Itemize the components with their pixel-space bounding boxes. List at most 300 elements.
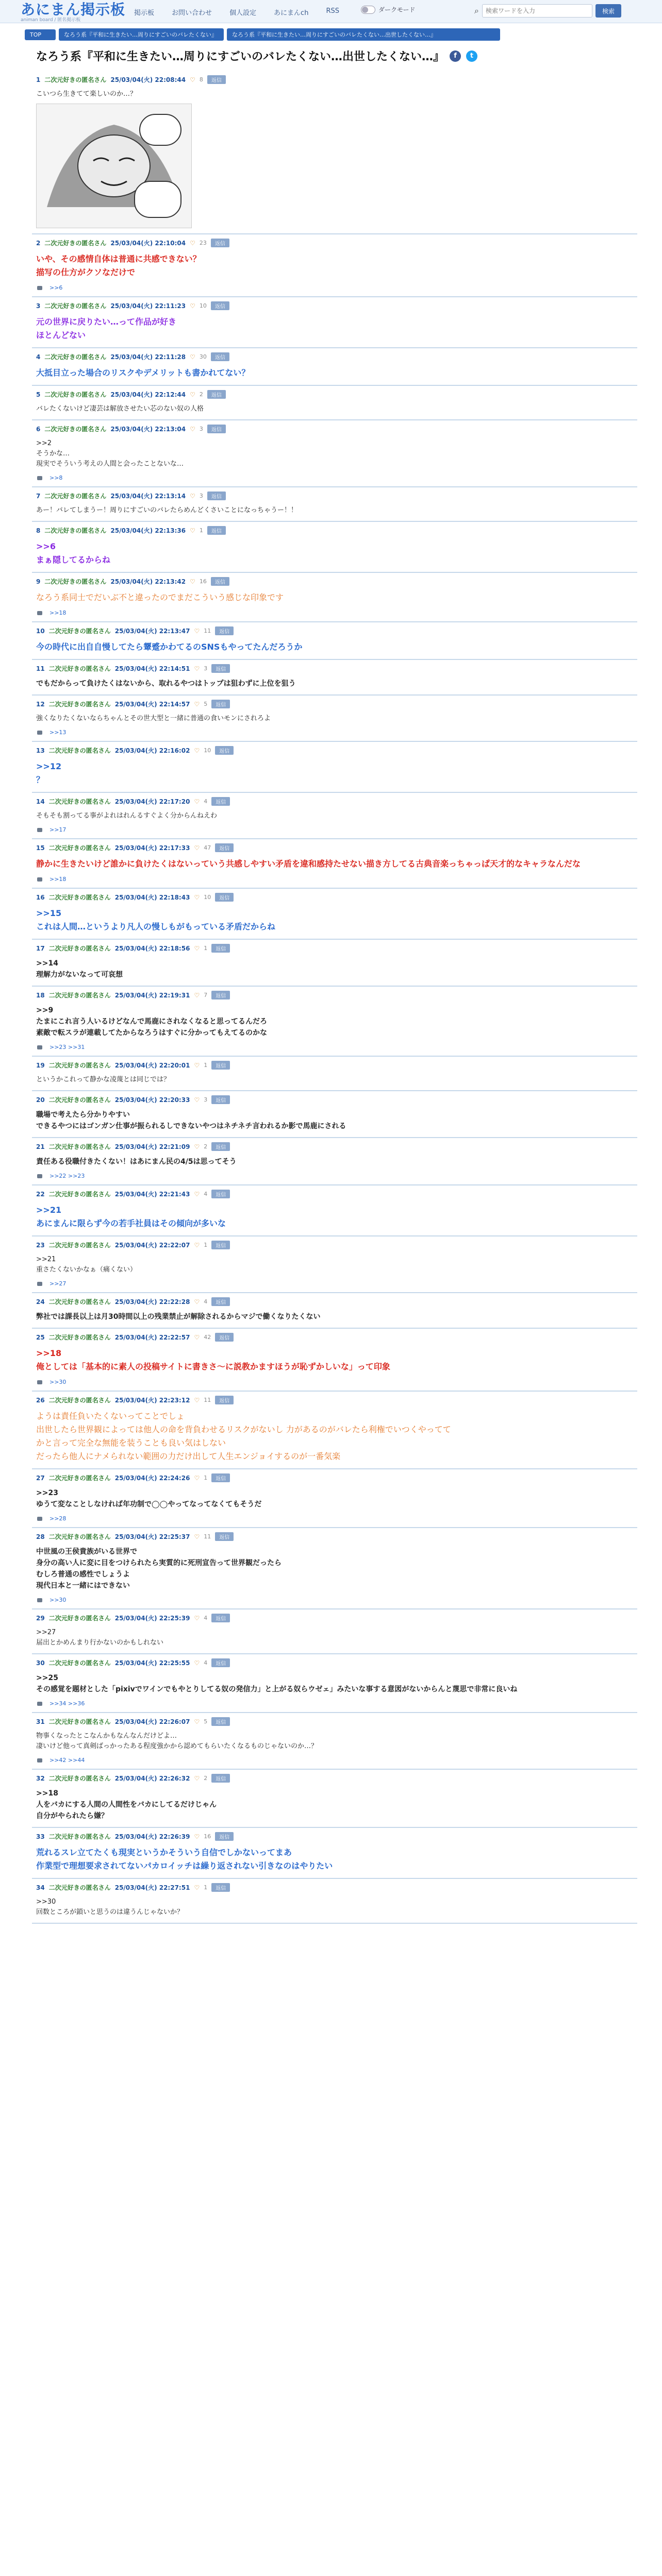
poster-name: 二次元好きの匿名さん: [48, 1397, 111, 1404]
reply-button[interactable]: 返信: [215, 893, 234, 902]
anchor-links[interactable]: >>30: [49, 1379, 67, 1385]
heart-icon[interactable]: ♡: [194, 1614, 200, 1622]
post: [32, 793, 637, 839]
post-date: 25/03/04(火) 22:17:20: [114, 798, 190, 805]
anchor-links[interactable]: >>23 >>31: [49, 1044, 85, 1050]
heart-icon[interactable]: ♡: [194, 1061, 200, 1069]
post-header: [36, 1297, 637, 1306]
post: [32, 1236, 637, 1293]
poster-name: 二次元好きの匿名さん: [48, 1334, 111, 1341]
good-count: 3: [199, 426, 203, 432]
poster-name: 二次元好きの匿名さん: [48, 894, 111, 901]
reply-button[interactable]: 返信: [211, 1883, 230, 1892]
good-count: 1: [204, 945, 208, 952]
post-header: [36, 991, 637, 999]
reply-button[interactable]: 返信: [215, 1333, 234, 1342]
post-body: 中世風の王侯貴族がいる世界で 身分の高い人に変に目をつけられたら実質的に死刑宣告って世界観だったら むしろ普通の感性でしょうよ 現代日本と一緒にはできない: [36, 1548, 282, 1590]
heart-icon[interactable]: ♡: [194, 1396, 200, 1404]
poster-name: 二次元好きの匿名さん: [44, 527, 107, 534]
heart-icon[interactable]: ♡: [194, 991, 200, 999]
reply-anchors: [36, 1044, 637, 1050]
post: [32, 987, 637, 1057]
post-header: [36, 1095, 637, 1104]
good-count: 8: [199, 76, 203, 83]
post-date: 25/03/04(火) 22:25:37: [114, 1533, 190, 1540]
reply-button[interactable]: 返信: [211, 352, 229, 361]
post-number[interactable]: 28: [36, 1533, 45, 1540]
post-date: 25/03/04(火) 22:19:31: [114, 992, 190, 999]
post-number[interactable]: 34: [36, 1884, 45, 1891]
poster-name: 二次元好きの匿名さん: [48, 1615, 111, 1622]
post-body: 今の時代に出自自慢してたら顰蹙かわてるのSNSもやってたんだろうか: [36, 642, 303, 652]
post-header: [36, 492, 637, 500]
post: [32, 1138, 637, 1185]
breadcrumb: [0, 23, 662, 41]
post-body: >>6 まぁ隠してるからね: [36, 541, 111, 565]
reply-button[interactable]: 返信: [211, 239, 229, 247]
heart-icon[interactable]: ♡: [194, 1190, 200, 1198]
post-number[interactable]: 24: [36, 1298, 45, 1306]
post-number[interactable]: 18: [36, 991, 45, 999]
post-header: [36, 390, 637, 399]
post-body: なろう系同士でだいぶ不と違ったのでまだこういう感じな印象です: [36, 592, 284, 602]
reply-anchors: [36, 609, 637, 616]
post: [32, 573, 637, 622]
post-body: 強くなりたくないならちゃんとその世大型と一緒に普通の食いモンにされろよ: [36, 715, 271, 722]
good-count: 4: [204, 1191, 208, 1197]
reply-anchors: [36, 1757, 637, 1764]
site-logo[interactable]: [21, 2, 125, 23]
header-nav: [134, 7, 339, 17]
nav-animanch[interactable]: あにまんch: [274, 9, 309, 17]
post-header: [36, 1473, 637, 1482]
anchor-links[interactable]: >>27: [49, 1280, 67, 1287]
reply-icon: [36, 610, 44, 616]
poster-name: 二次元好きの匿名さん: [48, 628, 111, 635]
post-header: [36, 843, 637, 852]
post-date: 25/03/04(火) 22:13:36: [110, 527, 186, 534]
heart-icon[interactable]: ♡: [190, 239, 195, 247]
post-number[interactable]: 23: [36, 1241, 45, 1249]
reply-button[interactable]: 返信: [211, 797, 230, 806]
reply-button[interactable]: 返信: [211, 991, 230, 999]
post-body: >>27 届出とかめんまり行かないのかもしれない: [36, 1629, 164, 1647]
reply-button[interactable]: 返信: [211, 1658, 230, 1667]
post-number[interactable]: 10: [36, 627, 45, 635]
poster-name: 二次元好きの匿名さん: [48, 992, 111, 999]
post-body: ようは責任負いたくないってことでしょ 出世したら世界観によっては他人の命を背負わせるリスクがないし 力があるのがバレたら利権でいつくやってて かと言って完全な無能を装うことも良い気はしない だったら他人にナメられない範囲の力だけ出して人生エンジョイするのが一番気楽: [36, 1411, 451, 1461]
reply-icon: [36, 1701, 44, 1707]
heart-icon[interactable]: ♡: [190, 578, 195, 585]
anchor-links[interactable]: >>13: [49, 729, 67, 736]
post-number[interactable]: 25: [36, 1333, 45, 1341]
post-date: 25/03/04(火) 22:22:57: [114, 1334, 190, 1341]
post-header: [36, 1532, 637, 1541]
post-number[interactable]: 29: [36, 1614, 45, 1622]
post-date: 25/03/04(火) 22:12:44: [110, 391, 186, 398]
breadcrumb-thread-short[interactable]: なろう系『平和に生きたい…周りにすごいのバレたくない』: [59, 28, 224, 41]
reply-button[interactable]: 返信: [215, 1396, 234, 1404]
heart-icon[interactable]: ♡: [194, 700, 200, 708]
poster-name: 二次元好きの匿名さん: [48, 844, 111, 852]
heart-icon[interactable]: ♡: [194, 747, 200, 754]
anchor-links[interactable]: >>17: [49, 826, 67, 833]
post-body: いや、その感情自体は普通に共感できない？ 描写の仕方がクソなだけで: [36, 254, 201, 277]
post: [32, 742, 637, 793]
poster-name: 二次元好きの匿名さん: [48, 945, 111, 952]
reply-button[interactable]: 返信: [211, 700, 230, 708]
heart-icon[interactable]: ♡: [194, 1298, 200, 1306]
heart-icon[interactable]: ♡: [194, 1241, 200, 1249]
post-header: [36, 664, 637, 673]
good-count: 47: [204, 844, 211, 851]
reply-anchors: [36, 284, 637, 291]
post-date: 25/03/04(火) 22:25:55: [114, 1659, 190, 1667]
reply-icon: [36, 1757, 44, 1764]
heart-icon[interactable]: ♡: [194, 798, 200, 805]
post: [32, 696, 637, 742]
post-image[interactable]: [36, 104, 192, 228]
good-count: 1: [204, 1884, 208, 1891]
post-body: バレたくないけど凄芸は解放させたい芯のない奴の人格: [36, 405, 204, 413]
poster-name: 二次元好きの匿名さん: [44, 240, 107, 247]
post-body: でもだからって負けたくはないから、取れるやつはトップは狙わずに上位を狙う: [36, 680, 296, 688]
poster-name: 二次元好きの匿名さん: [44, 391, 107, 398]
post-number[interactable]: 31: [36, 1718, 45, 1725]
post-number[interactable]: 6: [36, 425, 41, 433]
heart-icon[interactable]: ♡: [194, 1774, 200, 1782]
post-date: 25/03/04(火) 22:11:23: [110, 302, 186, 310]
post-number[interactable]: 12: [36, 700, 45, 708]
reply-icon: [36, 285, 44, 291]
post-header: [36, 797, 637, 806]
post-date: 25/03/04(火) 22:14:57: [114, 701, 190, 708]
reply-anchors: [36, 1173, 637, 1179]
poster-name: 二次元好きの匿名さん: [48, 1298, 111, 1306]
post-date: 25/03/04(火) 22:21:43: [114, 1191, 190, 1198]
post: [32, 348, 637, 386]
post-header: [36, 352, 637, 361]
good-count: 10: [204, 894, 211, 901]
post-body: 荒れるスレ立てたくも現実というかそういう自信でしかないってまあ 作業型で理想要求されてないパカロイッチは繰り返されない引きなのはやりたい: [36, 1848, 333, 1871]
post-header: [36, 1658, 637, 1667]
post-body: こいつら生きてて楽しいのか…？: [36, 90, 137, 98]
post-number[interactable]: 20: [36, 1096, 45, 1104]
post: [32, 487, 637, 522]
heart-icon[interactable]: ♡: [190, 76, 195, 83]
post: [32, 234, 637, 297]
poster-name: 二次元好きの匿名さん: [48, 1096, 111, 1104]
post-date: 25/03/04(火) 22:26:39: [114, 1833, 190, 1840]
nav-contact[interactable]: お問い合わせ: [172, 9, 212, 17]
nav-board[interactable]: 掲示板: [134, 9, 155, 17]
post: [32, 940, 637, 987]
post-date: 25/03/04(火) 22:22:28: [114, 1298, 190, 1306]
post-number[interactable]: 4: [36, 353, 41, 361]
poster-name: 二次元好きの匿名さん: [48, 1191, 111, 1198]
heart-icon[interactable]: ♡: [194, 944, 200, 952]
reply-anchors: [36, 1700, 637, 1707]
post-number[interactable]: 32: [36, 1774, 45, 1782]
post-date: 25/03/04(火) 22:10:04: [110, 240, 186, 247]
post-body: >>23 ゆうて変なことしなければ年功制で◯◯やってなってなくてもそうだ: [36, 1489, 262, 1509]
post-date: 25/03/04(火) 22:08:44: [110, 76, 186, 83]
post-body: >>30 回数ところが鎖いと思うのは違うんじゃないか？: [36, 1898, 184, 1916]
post-date: 25/03/04(火) 22:24:26: [114, 1475, 190, 1482]
post-header: [36, 944, 637, 953]
anchor-links[interactable]: >>30: [49, 1597, 67, 1603]
reply-button[interactable]: 返信: [215, 843, 234, 852]
post: [32, 839, 637, 889]
heart-icon[interactable]: ♡: [194, 665, 200, 672]
post-date: 25/03/04(火) 22:26:07: [114, 1718, 190, 1725]
post-body: >>15 これは人間…というより凡人の慢しもがもっている矛盾だからね: [36, 908, 276, 931]
heart-icon[interactable]: ♡: [190, 425, 195, 433]
post-body: 大抵目立った場合のリスクやデメリットも書かれてない？: [36, 368, 250, 378]
heart-icon[interactable]: ♡: [194, 1096, 200, 1104]
post-number[interactable]: 27: [36, 1474, 45, 1482]
heart-icon[interactable]: ♡: [194, 1333, 200, 1341]
post: [32, 1828, 637, 1879]
post-date: 25/03/04(火) 22:13:04: [110, 426, 186, 433]
heart-icon[interactable]: ♡: [190, 391, 195, 398]
good-count: 3: [199, 493, 203, 499]
poster-name: 二次元好きの匿名さん: [48, 1718, 111, 1725]
poster-name: 二次元好きの匿名さん: [48, 1659, 111, 1667]
thread-title-bar: [36, 48, 662, 64]
post-body: >>12 ？: [36, 761, 62, 785]
good-count: 10: [204, 747, 211, 754]
heart-icon[interactable]: ♡: [190, 492, 195, 500]
post-date: 25/03/04(火) 22:18:56: [114, 945, 190, 952]
post-header: [36, 1396, 637, 1404]
post-number[interactable]: 3: [36, 302, 41, 310]
heart-icon[interactable]: ♡: [194, 1718, 200, 1725]
good-count: 1: [204, 1242, 208, 1248]
post-number[interactable]: 26: [36, 1396, 45, 1404]
post-date: 25/03/04(火) 22:18:43: [114, 894, 190, 901]
post-number[interactable]: 1: [36, 76, 41, 83]
anchor-links[interactable]: >>6: [49, 284, 63, 291]
reply-button[interactable]: 返信: [211, 1614, 230, 1622]
heart-icon[interactable]: ♡: [194, 1533, 200, 1540]
post-number[interactable]: 22: [36, 1190, 45, 1198]
dark-mode-toggle[interactable]: [361, 5, 416, 14]
post-body: 弊社では課長以上は月30時間以上の残業禁止が解除されるからマジで働くなりたくない: [36, 1313, 321, 1321]
heart-icon[interactable]: ♡: [190, 527, 195, 534]
heart-icon[interactable]: ♡: [194, 1833, 200, 1840]
good-count: 2: [204, 1143, 208, 1150]
anchor-links[interactable]: >>42 >>44: [49, 1757, 85, 1764]
post-body: 職場で考えたら分かりやすい できるやつにはゴンガン仕事が振られるしできないやつはネチネチ言われるか影で馬鹿にされる: [36, 1111, 346, 1130]
post-header: [36, 1832, 637, 1841]
poster-name: 二次元好きの匿名さん: [48, 1533, 111, 1540]
reply-button[interactable]: 返信: [211, 1473, 230, 1482]
poster-name: 二次元好きの匿名さん: [48, 665, 111, 672]
reply-button[interactable]: 返信: [207, 425, 226, 433]
reply-icon: [36, 475, 44, 481]
post-number[interactable]: 33: [36, 1833, 45, 1840]
reply-button[interactable]: 返信: [207, 390, 226, 399]
poster-name: 二次元好きの匿名さん: [48, 1884, 111, 1891]
reply-button[interactable]: 返信: [215, 626, 234, 635]
heart-icon[interactable]: ♡: [194, 1659, 200, 1667]
reply-button[interactable]: 返信: [211, 1241, 230, 1249]
reply-button[interactable]: 返信: [207, 75, 226, 84]
post: [32, 1528, 637, 1609]
search-input[interactable]: [482, 4, 592, 18]
reply-button[interactable]: 返信: [211, 1061, 230, 1070]
post-date: 25/03/04(火) 22:17:33: [114, 844, 190, 852]
twitter-share-icon[interactable]: t: [466, 50, 477, 62]
reply-button[interactable]: 返信: [211, 944, 230, 953]
reply-button[interactable]: 返信: [211, 1297, 230, 1306]
reply-icon: [36, 876, 44, 883]
post-header: [36, 700, 637, 708]
heart-icon[interactable]: ♡: [194, 844, 200, 852]
facebook-share-icon[interactable]: f: [450, 50, 461, 62]
post: [32, 1185, 637, 1236]
post-date: 25/03/04(火) 22:27:51: [114, 1884, 190, 1891]
post-header: [36, 577, 637, 586]
poster-name: 二次元好きの匿名さん: [48, 798, 111, 805]
nav-rss[interactable]: RSS: [326, 7, 339, 15]
post-date: 25/03/04(火) 22:11:28: [110, 353, 186, 361]
anchor-links[interactable]: >>18: [49, 876, 67, 883]
post: [32, 1329, 637, 1392]
good-count: 10: [199, 302, 207, 309]
reply-icon: [36, 1379, 44, 1385]
post-number[interactable]: 30: [36, 1659, 45, 1667]
post: [32, 1057, 637, 1091]
reply-button[interactable]: 返信: [211, 664, 230, 673]
post: [32, 660, 637, 696]
post-number[interactable]: 9: [36, 578, 41, 585]
post-number[interactable]: 5: [36, 391, 41, 398]
good-count: 11: [204, 628, 211, 634]
post: [32, 1879, 637, 1924]
reply-button[interactable]: 返信: [207, 492, 226, 500]
poster-name: 二次元好きの匿名さん: [48, 701, 111, 708]
reply-button[interactable]: 返信: [215, 1832, 234, 1841]
reply-button[interactable]: 返信: [211, 577, 229, 586]
post-number[interactable]: 13: [36, 747, 45, 754]
post-body: そもそも割ってる事がよれはれんるすぐよく分からんねえわ: [36, 812, 218, 820]
post-number[interactable]: 7: [36, 492, 41, 500]
reply-button[interactable]: 返信: [211, 1142, 230, 1151]
post: [32, 1654, 637, 1713]
reply-button[interactable]: 返信: [215, 1532, 234, 1541]
good-count: 1: [199, 527, 203, 534]
heart-icon[interactable]: ♡: [190, 353, 195, 361]
post-number[interactable]: 8: [36, 527, 41, 534]
reply-button[interactable]: 返信: [211, 301, 229, 310]
post-date: 25/03/04(火) 22:22:07: [114, 1242, 190, 1249]
post-header: [36, 1333, 637, 1342]
post-number[interactable]: 15: [36, 844, 45, 852]
breadcrumb-top[interactable]: TOP: [25, 29, 56, 40]
reply-icon: [36, 1044, 44, 1050]
post-number[interactable]: 17: [36, 944, 45, 952]
good-count: 4: [204, 798, 208, 805]
poster-name: 二次元好きの匿名さん: [48, 747, 111, 754]
heart-icon[interactable]: ♡: [194, 893, 200, 901]
anchor-links[interactable]: >>8: [49, 474, 63, 481]
post-body: あー！バレてしまうー！周りにすごいのバレたらめんどくさいことになっちゃうー！！: [36, 506, 298, 514]
reply-icon: [36, 1597, 44, 1603]
anchor-links[interactable]: >>34 >>36: [49, 1700, 85, 1707]
post-header: [36, 75, 637, 84]
heart-icon[interactable]: ♡: [194, 1143, 200, 1150]
post-number[interactable]: 11: [36, 665, 45, 672]
nav-settings[interactable]: 個人設定: [229, 9, 257, 17]
reply-anchors: [36, 1515, 637, 1522]
poster-name: 二次元好きの匿名さん: [44, 302, 107, 310]
anchor-links[interactable]: >>28: [49, 1515, 67, 1522]
reply-button[interactable]: 返信: [211, 1190, 230, 1198]
heart-icon[interactable]: ♡: [194, 1474, 200, 1482]
poster-name: 二次元好きの匿名さん: [44, 493, 107, 500]
good-count: 16: [204, 1833, 211, 1840]
good-count: 30: [199, 353, 207, 360]
post-number[interactable]: 2: [36, 239, 41, 247]
post-header: [36, 301, 637, 310]
heart-icon[interactable]: ♡: [190, 302, 195, 310]
poster-name: 二次元好きの匿名さん: [48, 1833, 111, 1840]
good-count: 4: [204, 1659, 208, 1666]
post-number[interactable]: 21: [36, 1143, 45, 1150]
reply-anchors: [36, 1280, 637, 1287]
post-number[interactable]: 16: [36, 893, 45, 901]
reply-button[interactable]: 返信: [211, 1717, 230, 1726]
search-button[interactable]: 検索: [595, 4, 621, 18]
reply-icon: [36, 827, 44, 833]
post: [32, 1770, 637, 1828]
post-header: [36, 1614, 637, 1622]
post-date: 25/03/04(火) 22:25:39: [114, 1615, 190, 1622]
reply-button[interactable]: 返信: [215, 746, 234, 755]
good-count: 11: [204, 1397, 211, 1403]
post-date: 25/03/04(火) 22:13:14: [110, 493, 186, 500]
breadcrumb-thread[interactable]: なろう系『平和に生きたい…周りにすごいのバレたくない…出世したくない…』: [227, 28, 500, 41]
thread-title: なろう系『平和に生きたい…周りにすごいのバレたくない…出世したくない…』: [36, 50, 445, 63]
post: [32, 1469, 637, 1528]
reply-icon: [36, 1281, 44, 1287]
reply-button[interactable]: 返信: [211, 1774, 230, 1783]
anchor-links[interactable]: >>22 >>23: [49, 1173, 85, 1179]
post-number[interactable]: 14: [36, 798, 45, 805]
post-header: [36, 1061, 637, 1070]
post: [32, 1091, 637, 1138]
search-icon: ⌕: [474, 6, 479, 15]
post: [32, 71, 637, 234]
toggle-switch[interactable]: [361, 6, 375, 14]
poster-name: 二次元好きの匿名さん: [44, 578, 107, 585]
reply-button[interactable]: 返信: [211, 1095, 230, 1104]
poster-name: 二次元好きの匿名さん: [44, 353, 107, 361]
anchor-links[interactable]: >>18: [49, 609, 67, 616]
reply-button[interactable]: 返信: [207, 526, 226, 535]
site-header: [0, 0, 662, 23]
post-date: 25/03/04(火) 22:21:09: [114, 1143, 190, 1150]
good-count: 11: [204, 1533, 211, 1540]
post-header: [36, 1241, 637, 1249]
post-number[interactable]: 19: [36, 1061, 45, 1069]
heart-icon[interactable]: ♡: [194, 627, 200, 635]
dark-mode-label: ダークモード: [378, 6, 416, 13]
heart-icon[interactable]: ♡: [194, 1884, 200, 1891]
poster-name: 二次元好きの匿名さん: [44, 76, 107, 83]
